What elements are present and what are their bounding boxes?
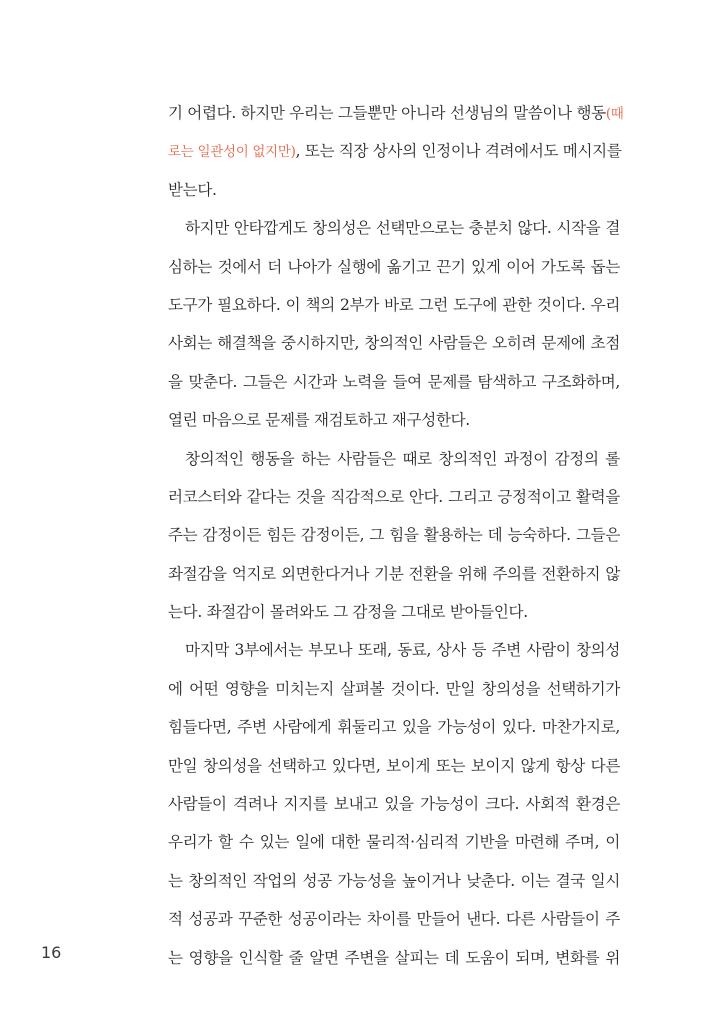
text-line: 도구가 필요하다. 이 책의 2부가 바로 그런 도구에 관한 것이다. 우리 [168, 295, 620, 314]
text-line: 에 어떤 영향을 미치는지 살펴볼 것이다. 만일 창의성을 선택하기가 [168, 679, 620, 698]
paragraph-4 [168, 631, 620, 977]
text-line: 는 영향을 인식할 줄 알면 주변을 살피는 데 도움이 되며, 변화를 위 [168, 948, 620, 967]
paragraph-1 [168, 94, 624, 209]
text-line: 을 맞춘다. 그들은 시간과 노력을 들여 문제를 탐색하고 구조화하며, [168, 372, 620, 391]
text-line: 사회는 해결책을 중시하지만, 창의적인 사람들은 오히려 문제에 초점 [168, 334, 620, 353]
text-line: 주는 감정이든 힘든 감정이든, 그 힘을 활용하는 데 능숙하다. 그들은 [168, 526, 620, 545]
text-line: 는 창의적인 작업의 성공 가능성을 높이거나 낮춘다. 이는 결국 일시 [168, 871, 620, 890]
text-line: 러코스터와 같다는 것을 직감적으로 안다. 그리고 긍정적이고 활력을 [168, 487, 620, 506]
body-text [168, 94, 624, 977]
accent-note-start: (때 [605, 106, 624, 122]
text-line: 로는 일관성이 없지만), 또는 직장 상사의 인정이나 격려에서도 메시지를 [168, 142, 622, 161]
text-line: 우리가 할 수 있는 일에 대한 물리적·심리적 기반을 마련해 주며, 이 [168, 833, 620, 852]
text-line: 받는다. [168, 180, 217, 199]
text-line: 마지막 3부에서는 부모나 또래, 동료, 상사 등 주변 사람이 창의성 [185, 641, 620, 660]
accent-note-end: 로는 일관성이 없지만) [168, 144, 296, 161]
text-line: 적 성공과 꾸준한 성공이라는 차이를 만들어 낸다. 다른 사람들이 주 [168, 910, 620, 929]
page-number: 16 [41, 943, 62, 962]
text-line: 만일 창의성을 선택하고 있다면, 보이게 또는 보이지 않게 항상 다른 [168, 756, 620, 775]
text-line: 는다. 좌절감이 몰려와도 그 감정을 그대로 받아들인다. [168, 603, 528, 622]
text-line: 사람들이 격려나 지지를 보내고 있을 가능성이 크다. 사회적 환경은 [168, 795, 620, 814]
text-line: 기 어렵다. 하지만 우리는 그들뿐만 아니라 선생님의 말씀이나 행동(때 [168, 104, 624, 122]
text-line: 열린 마음으로 문제를 재검토하고 재구성한다. [168, 411, 470, 430]
text-line: 힘들다면, 주변 사람에게 휘둘리고 있을 가능성이 있다. 마찬가지로, [168, 718, 620, 737]
text-line: 하지만 안타깝게도 창의성은 선택만으로는 충분치 않다. 시작을 결 [185, 219, 620, 238]
paragraph-2 [168, 209, 620, 439]
text-line: 좌절감을 억지로 외면한다거나 기분 전환을 위해 주의를 전환하지 않 [168, 564, 620, 583]
text-line: 창의적인 행동을 하는 사람들은 때로 창의적인 과정이 감정의 롤 [185, 449, 620, 468]
text-line: 심하는 것에서 더 나아가 실행에 옮기고 끈기 있게 이어 가도록 돕는 [168, 257, 620, 276]
paragraph-3 [168, 440, 620, 632]
